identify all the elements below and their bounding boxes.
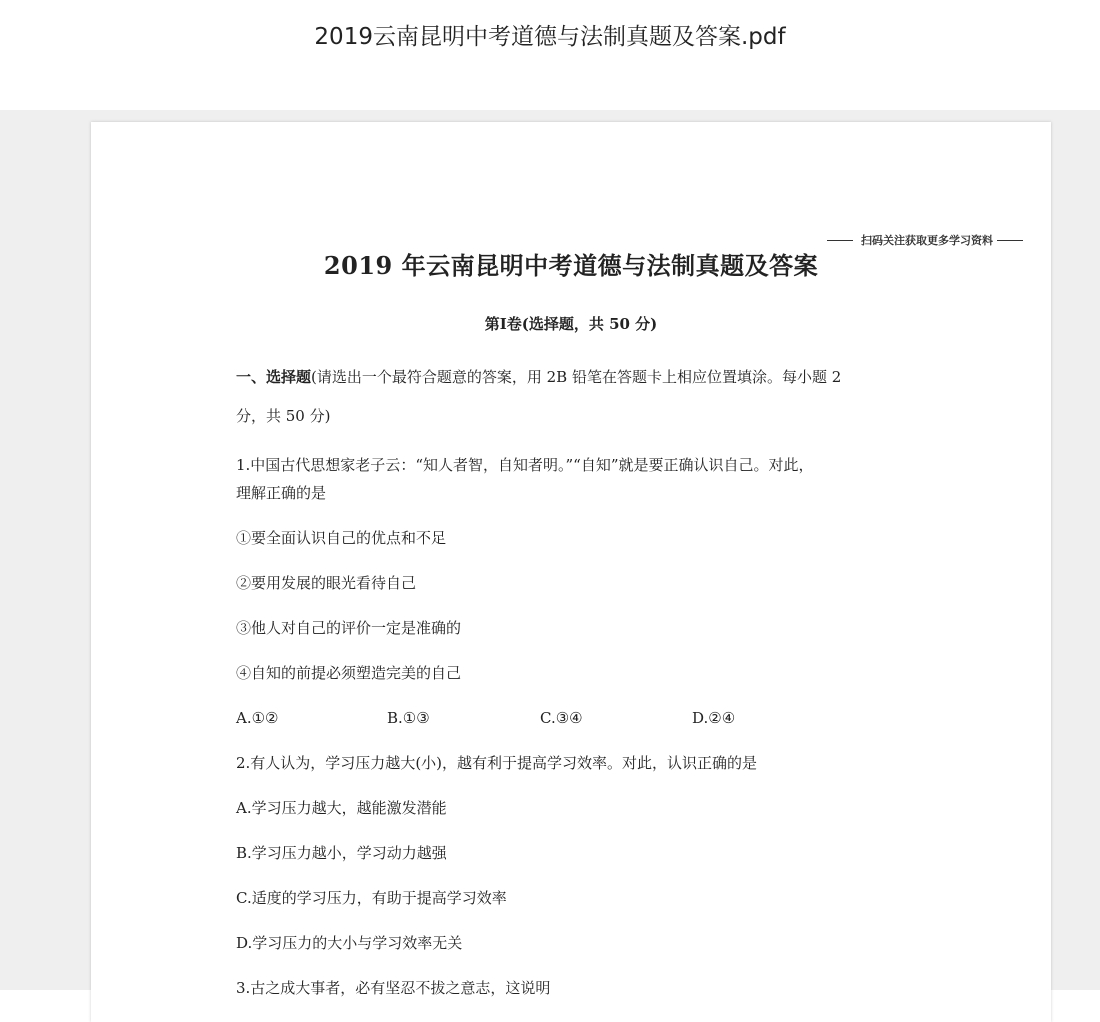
q1-stem-line2: 理解正确的是 — [236, 484, 327, 502]
qr-notice-text: 扫码关注获取更多学习资料 — [861, 234, 993, 247]
q2-option-b: B.学习压力越小，学习动力越强 — [236, 844, 447, 862]
pdf-page — [91, 122, 1051, 1022]
viewer-header — [0, 0, 1100, 110]
q1-option-c: C.③④ — [540, 709, 583, 727]
volume-heading: 第Ⅰ卷(选择题，共 50 分) — [484, 315, 658, 333]
divider — [827, 240, 853, 241]
document-filename: 2019云南昆明中考道德与法制真题及答案.pdf — [314, 24, 786, 50]
q1-statement: ④自知的前提必须塑造完美的自己 — [236, 664, 462, 682]
divider — [997, 240, 1023, 241]
q1-statement: ①要全面认识自己的优点和不足 — [236, 529, 447, 547]
q1-statement: ②要用发展的眼光看待自己 — [236, 574, 417, 592]
q3-stem: 3.古之成大事者，必有坚忍不拔之意志，这说明 — [236, 979, 551, 997]
q1-option-a: A.①② — [236, 709, 279, 727]
q2-option-c: C.适度的学习压力，有助于提高学习效率 — [236, 889, 507, 907]
q1-statement: ③他人对自己的评价一定是准确的 — [236, 619, 462, 637]
q2-option-d: D.学习压力的大小与学习效率无关 — [236, 934, 463, 952]
section-instruction: (请选出一个最符合题意的答案，用 2B 铅笔在答题卡上相应位置填涂。每小题 2 — [311, 368, 842, 386]
q1-option-b: B.①③ — [387, 709, 430, 727]
section-label: 一、选择题 — [236, 368, 312, 386]
section-heading — [236, 367, 841, 387]
q2-stem: 2.有人认为，学习压力越大(小)，越有利于提高学习效率。对此，认识正确的是 — [236, 754, 758, 772]
document-title: 2019 年云南昆明中考道德与法制真题及答案 — [323, 251, 819, 280]
q1-option-d: D.②④ — [692, 709, 736, 727]
section-instruction-cont: 分，共 50 分) — [236, 407, 331, 425]
q2-option-a: A.学习压力越大，越能激发潜能 — [236, 799, 447, 817]
q1-stem-line1: 1.中国古代思想家老子云：“知人者智，自知者明。”“自知”就是要正确认识自己。对此， — [236, 456, 814, 474]
